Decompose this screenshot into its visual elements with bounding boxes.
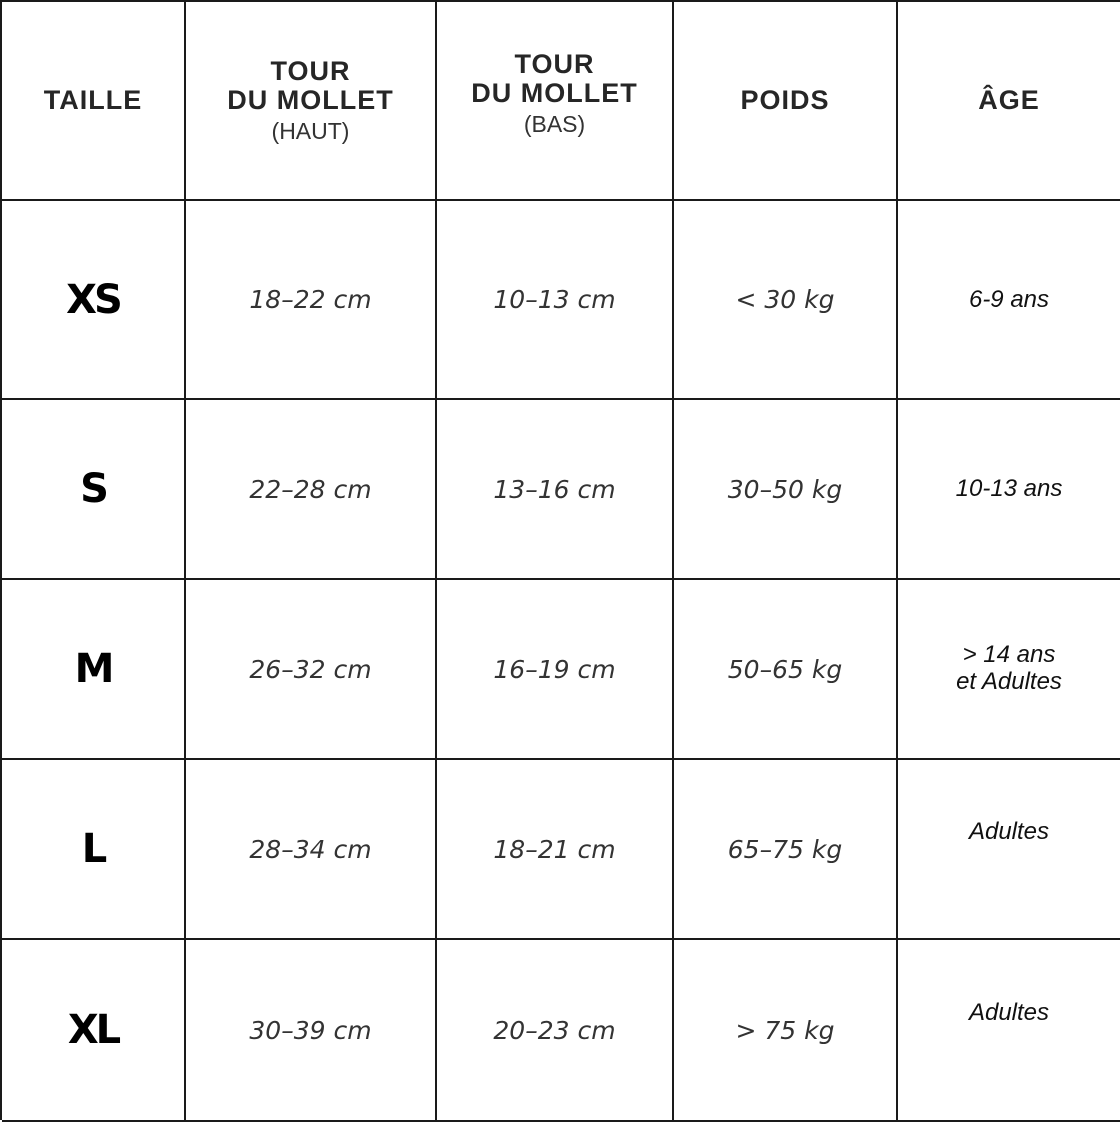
calf-top-value: 18–22 cm <box>249 285 372 314</box>
weight-cell <box>674 400 898 580</box>
header-weight <box>674 2 898 201</box>
header-age <box>898 2 1120 201</box>
calf-top-value: 30–39 cm <box>249 1015 372 1045</box>
size-label: L <box>81 826 105 872</box>
calf-top-value: 28–34 cm <box>249 834 372 864</box>
size-label: XS <box>66 276 120 323</box>
header-calf-top-sub: (HAUT) <box>271 117 350 144</box>
calf-bottom-cell <box>437 940 674 1122</box>
row-size-cell <box>2 940 186 1122</box>
header-calf-bottom-line2: DU MOLLET <box>471 77 638 108</box>
weight-cell <box>674 201 898 400</box>
calf-bottom-cell <box>437 400 674 580</box>
row-size-cell <box>2 201 186 400</box>
calf-top-value: 26–32 cm <box>249 654 372 684</box>
calf-bottom-value: 18–21 cm <box>493 834 616 864</box>
header-calf-bottom-line1: TOUR <box>514 48 595 79</box>
age-value-line1: > 14 ans <box>962 641 1056 668</box>
weight-value: < 30 kg <box>735 285 835 314</box>
size-label: XL <box>67 1007 119 1053</box>
calf-top-cell <box>186 760 437 940</box>
calf-bottom-value: 10–13 cm <box>493 285 616 314</box>
header-age-label: ÂGE <box>978 85 1040 115</box>
weight-cell <box>674 580 898 760</box>
header-calf-bottom-sub: (BAS) <box>523 110 586 137</box>
size-label: M <box>74 646 112 692</box>
header-calf-top-line2: DU MOLLET <box>227 84 394 115</box>
header-calf-bottom <box>437 2 674 201</box>
calf-top-value: 22–28 cm <box>249 474 372 504</box>
age-cell <box>898 400 1120 580</box>
weight-value: 30–50 kg <box>727 474 843 504</box>
age-cell <box>898 940 1120 1122</box>
row-size-cell <box>2 760 186 940</box>
calf-top-cell <box>186 580 437 760</box>
size-label: S <box>80 466 106 512</box>
calf-top-cell <box>186 400 437 580</box>
age-cell <box>898 201 1120 400</box>
header-size <box>2 2 186 201</box>
header-weight-label: POIDS <box>740 85 830 115</box>
calf-bottom-value: 16–19 cm <box>493 654 616 684</box>
header-calf-top <box>186 2 437 201</box>
calf-top-cell <box>186 201 437 400</box>
calf-bottom-cell <box>437 580 674 760</box>
weight-value: 50–65 kg <box>727 654 843 684</box>
weight-cell <box>674 760 898 940</box>
weight-cell <box>674 940 898 1122</box>
weight-value: > 75 kg <box>735 1015 835 1045</box>
calf-bottom-value: 20–23 cm <box>493 1015 616 1045</box>
age-cell <box>898 580 1120 760</box>
header-size-label: TAILLE <box>43 85 143 115</box>
calf-top-cell <box>186 940 437 1122</box>
age-value: Adultes <box>968 817 1050 845</box>
age-value: 6-9 ans <box>968 286 1050 313</box>
row-size-cell <box>2 580 186 760</box>
row-size-cell <box>2 400 186 580</box>
age-cell <box>898 760 1120 940</box>
header-calf-top-line1: TOUR <box>270 55 351 86</box>
calf-bottom-cell <box>437 760 674 940</box>
weight-value: 65–75 kg <box>727 834 843 864</box>
age-value-line2: et Adultes <box>956 668 1062 695</box>
calf-bottom-value: 13–16 cm <box>493 474 616 504</box>
age-value: 10-13 ans <box>955 474 1063 502</box>
age-value: Adultes <box>968 998 1050 1026</box>
calf-bottom-cell <box>437 201 674 400</box>
